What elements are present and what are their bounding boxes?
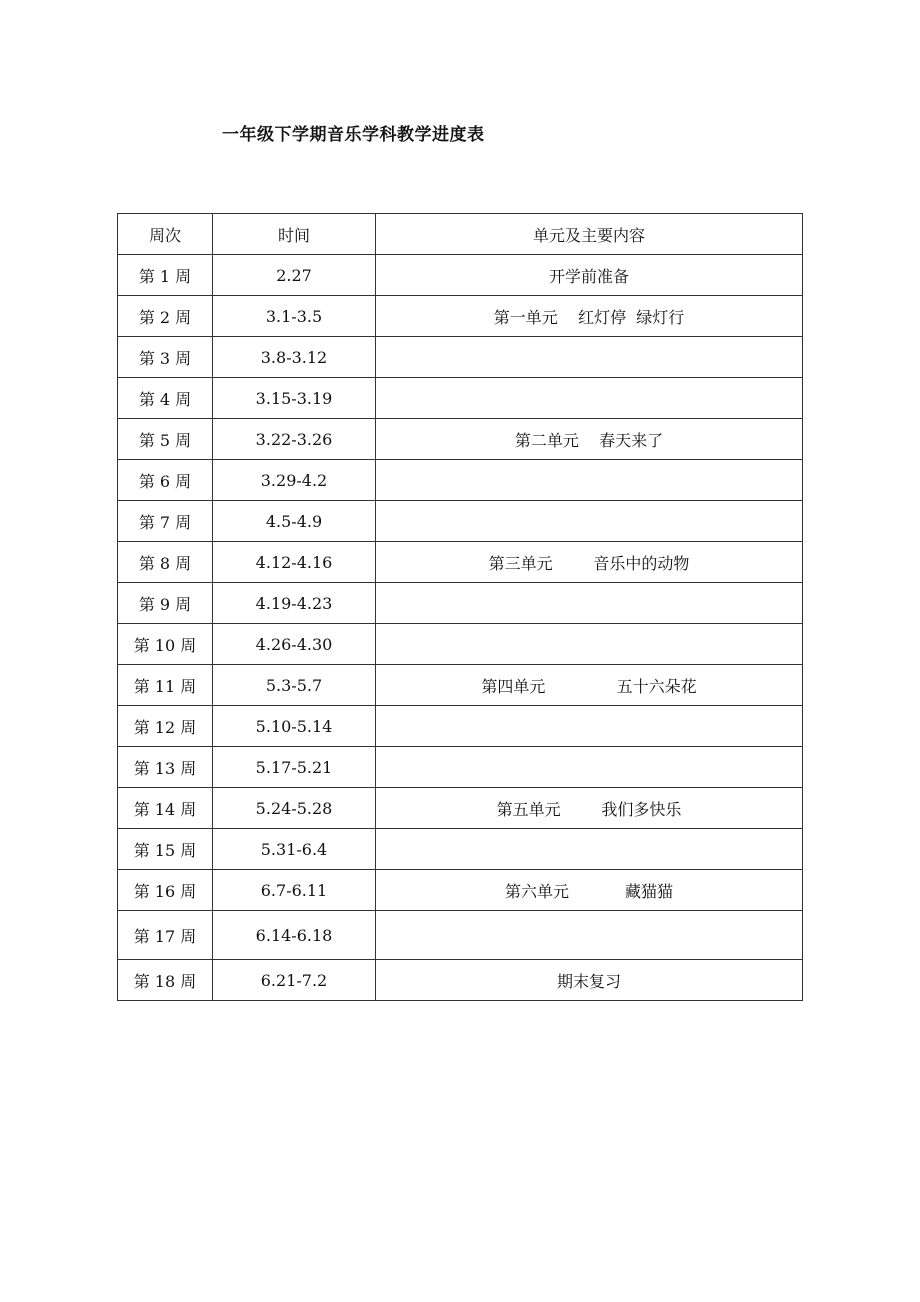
time-cell: 5.10-5.14	[213, 706, 376, 747]
table-row	[118, 337, 803, 378]
time-cell: 5.24-5.28	[213, 788, 376, 829]
time-cell: 5.3-5.7	[213, 665, 376, 706]
table-row	[118, 501, 803, 542]
time-cell: 4.19-4.23	[213, 583, 376, 624]
time-cell: 3.1-3.5	[213, 296, 376, 337]
week-cell: 第 10 周	[118, 624, 213, 665]
time-cell: 3.15-3.19	[213, 378, 376, 419]
week-cell: 第 11 周	[118, 665, 213, 706]
header-content: 单元及主要内容	[376, 214, 803, 255]
table-row	[118, 747, 803, 788]
table-row	[118, 419, 803, 460]
content-cell	[376, 706, 803, 747]
week-cell: 第 6 周	[118, 460, 213, 501]
week-cell: 第 7 周	[118, 501, 213, 542]
week-cell: 第 4 周	[118, 378, 213, 419]
time-cell: 2.27	[213, 255, 376, 296]
week-cell: 第 13 周	[118, 747, 213, 788]
content-cell	[376, 911, 803, 960]
week-cell: 第 18 周	[118, 960, 213, 1001]
time-cell: 5.31-6.4	[213, 829, 376, 870]
week-cell: 第 1 周	[118, 255, 213, 296]
header-week: 周次	[118, 214, 213, 255]
content-cell	[376, 624, 803, 665]
week-cell: 第 2 周	[118, 296, 213, 337]
table-row	[118, 378, 803, 419]
table-row	[118, 706, 803, 747]
table-row	[118, 542, 803, 583]
content-cell: 第五单元 我们多快乐	[376, 788, 803, 829]
table-row	[118, 624, 803, 665]
time-cell: 4.26-4.30	[213, 624, 376, 665]
content-cell: 第二单元 春天来了	[376, 419, 803, 460]
time-cell: 6.14-6.18	[213, 911, 376, 960]
table-row	[118, 870, 803, 911]
page-title: 一年级下学期音乐学科教学进度表	[222, 125, 485, 145]
header-time: 时间	[213, 214, 376, 255]
content-cell: 期末复习	[376, 960, 803, 1001]
content-cell: 第六单元 藏猫猫	[376, 870, 803, 911]
week-cell: 第 16 周	[118, 870, 213, 911]
content-cell	[376, 378, 803, 419]
content-cell	[376, 337, 803, 378]
table-header-row	[118, 214, 803, 255]
table-row	[118, 296, 803, 337]
week-cell: 第 15 周	[118, 829, 213, 870]
content-cell	[376, 501, 803, 542]
table-row	[118, 829, 803, 870]
table-row	[118, 255, 803, 296]
table-row	[118, 665, 803, 706]
content-cell: 开学前准备	[376, 255, 803, 296]
schedule-table	[117, 213, 803, 1001]
content-cell: 第一单元 红灯停 绿灯行	[376, 296, 803, 337]
week-cell: 第 8 周	[118, 542, 213, 583]
content-cell: 第四单元 五十六朵花	[376, 665, 803, 706]
content-cell	[376, 460, 803, 501]
week-cell: 第 5 周	[118, 419, 213, 460]
time-cell: 4.12-4.16	[213, 542, 376, 583]
time-cell: 6.7-6.11	[213, 870, 376, 911]
table-row	[118, 460, 803, 501]
week-cell: 第 3 周	[118, 337, 213, 378]
week-cell: 第 9 周	[118, 583, 213, 624]
week-cell: 第 14 周	[118, 788, 213, 829]
time-cell: 6.21-7.2	[213, 960, 376, 1001]
week-cell: 第 12 周	[118, 706, 213, 747]
table-row	[118, 911, 803, 960]
time-cell: 3.22-3.26	[213, 419, 376, 460]
time-cell: 3.29-4.2	[213, 460, 376, 501]
week-cell: 第 17 周	[118, 911, 213, 960]
time-cell: 3.8-3.12	[213, 337, 376, 378]
time-cell: 5.17-5.21	[213, 747, 376, 788]
table-row	[118, 788, 803, 829]
content-cell	[376, 747, 803, 788]
content-cell: 第三单元 音乐中的动物	[376, 542, 803, 583]
table-row	[118, 960, 803, 1001]
content-cell	[376, 583, 803, 624]
content-cell	[376, 829, 803, 870]
table-row	[118, 583, 803, 624]
time-cell: 4.5-4.9	[213, 501, 376, 542]
